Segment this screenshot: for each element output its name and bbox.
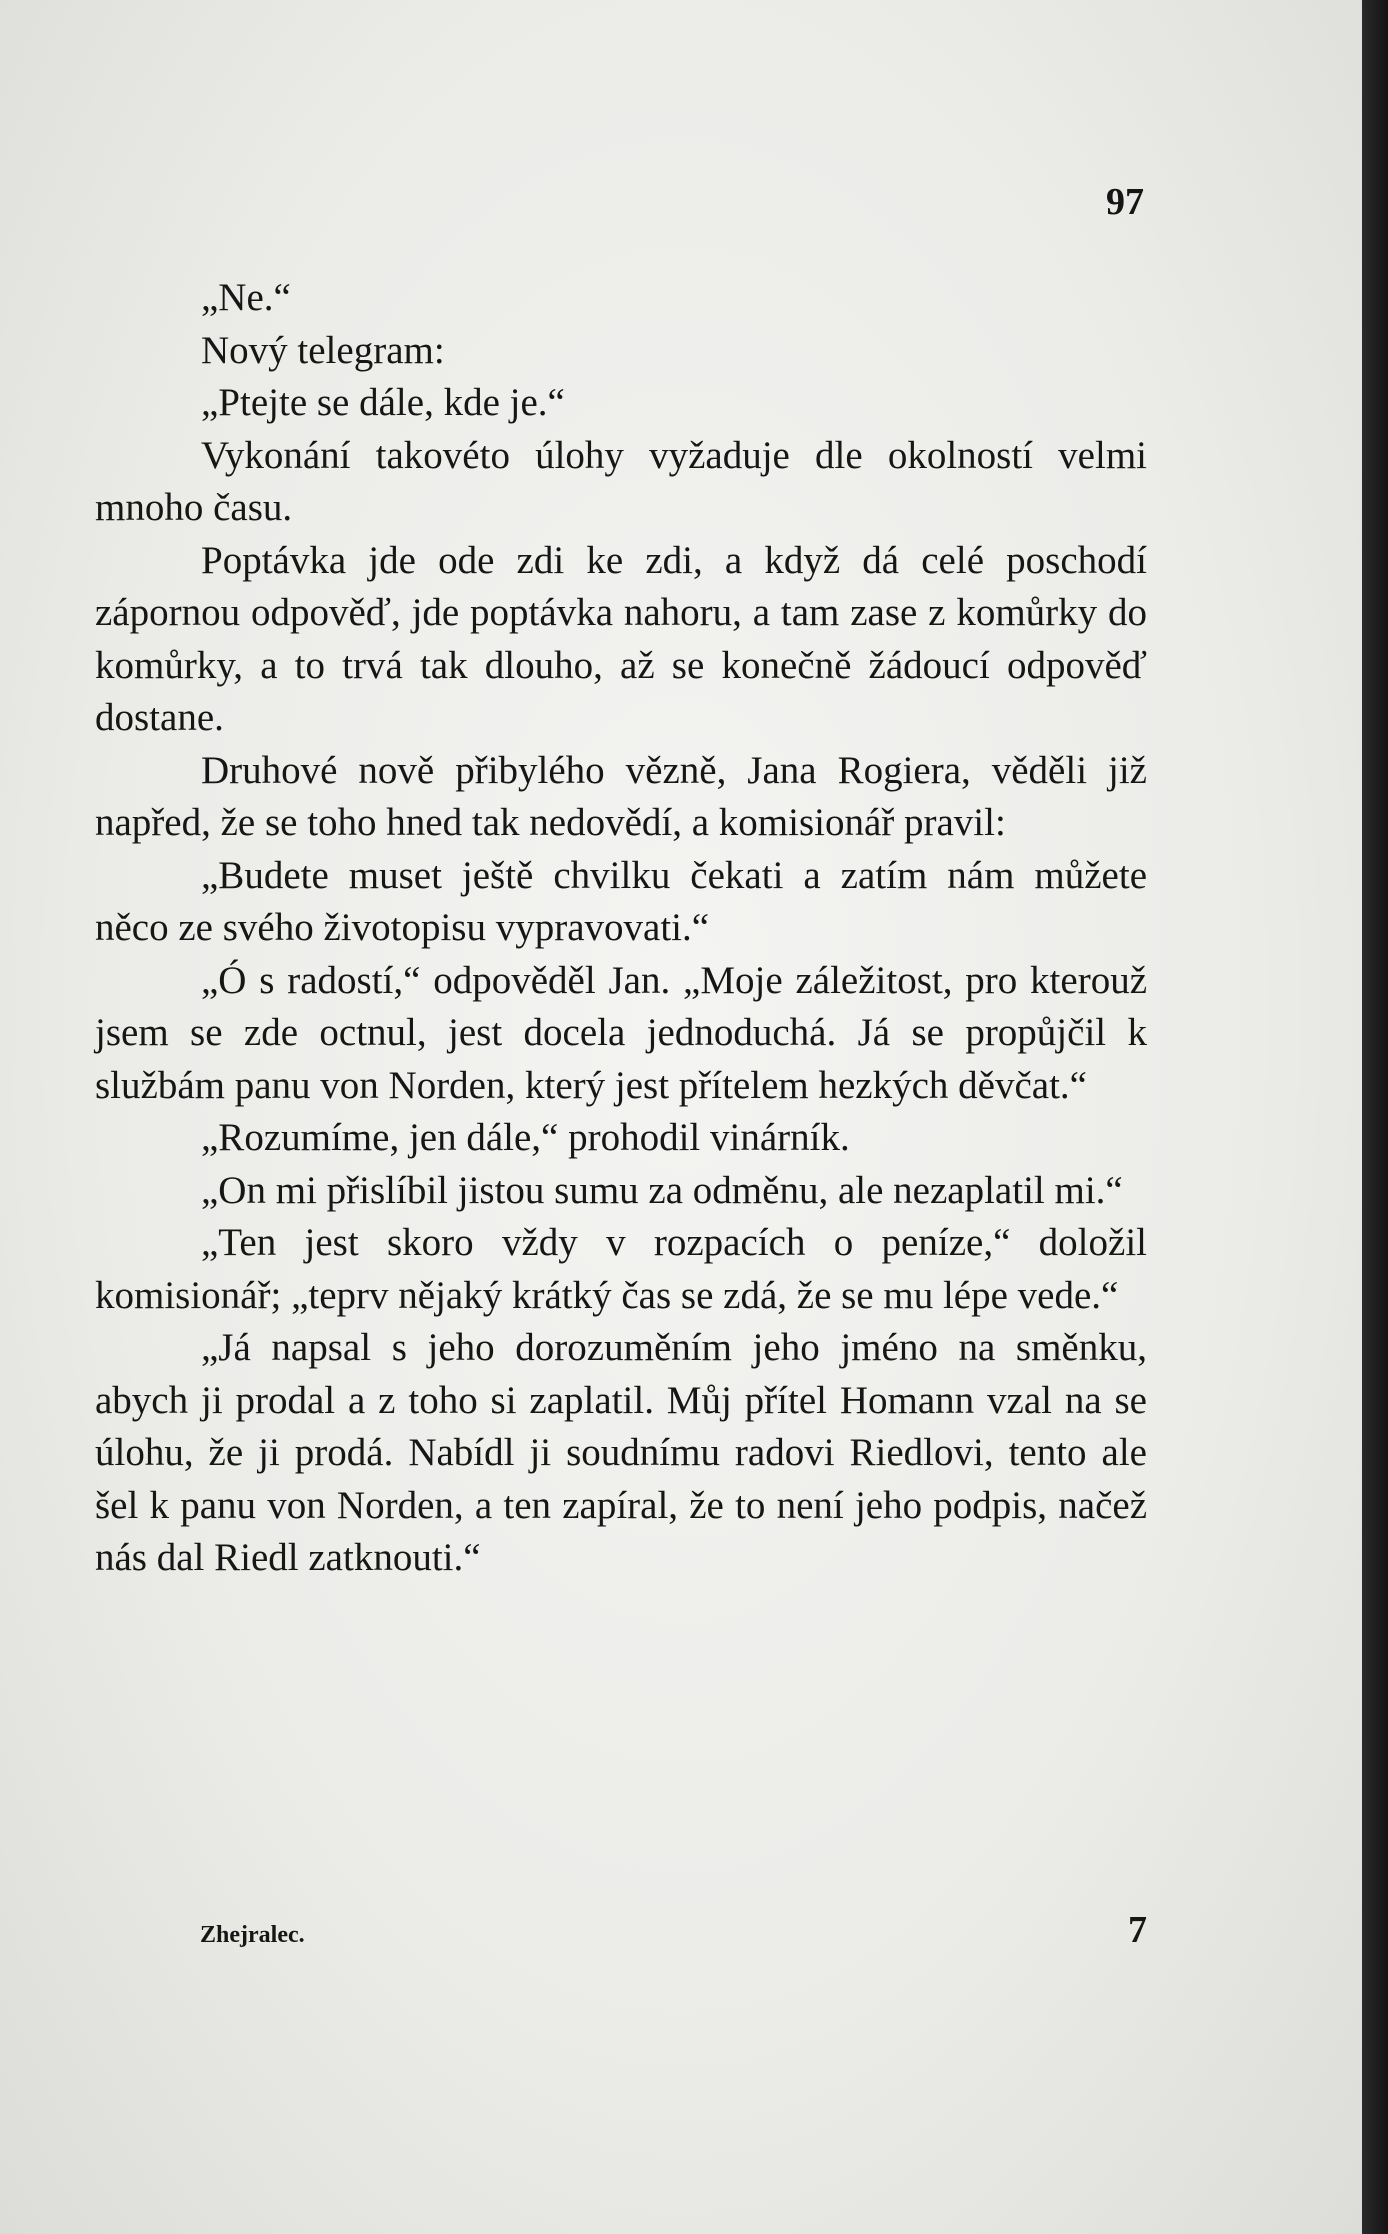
paragraph: Poptávka jde ode zdi ke zdi, a když dá celé poschodí zápornou odpověď, jde poptávka nahoru, a tam zase z komůrky do komůrky, a to trvá tak dlouho, až se konečně žádoucí odpověď dostane. <box>95 538 1147 739</box>
paragraph: „Rozumíme, jen dále,“ prohodil vinárník. <box>201 1116 850 1159</box>
paragraph: „Ne.“ <box>201 276 291 319</box>
page-number: 97 <box>1106 181 1144 223</box>
paragraph: Nový telegram: <box>201 328 445 372</box>
paragraph: „Ó s radostí,“ odpověděl Jan. „Moje záležitost, pro kterouž jsem se zde octnul, jest docela jednoduchá. Já se propůjčil k službám panu von Norden, který jest přítelem hezkých děvčat.“ <box>95 958 1147 1107</box>
body-text <box>95 272 1147 1585</box>
signature-mark: 7 <box>1128 1909 1147 1951</box>
paragraph: „Ptejte se dále, kde je.“ <box>201 381 565 424</box>
paragraph: „Budete muset ještě chvilku čekati a zatím nám můžete něco ze svého životopisu vypravovati.“ <box>95 853 1147 949</box>
paragraph: „Já napsal s jeho dorozuměním jeho jméno na směnku, abych ji prodal a z toho si zaplatil. Můj přítel Homann vzal na se úlohu, že ji prodá. Nabídl ji soudnímu radovi Riedlovi, tento ale šel k panu von Norden, a ten zapíral, že to není jeho podpis, načež nás dal Riedl zatknouti.“ <box>95 1326 1147 1579</box>
signature-name: Zhejralec. <box>200 1922 305 1948</box>
page-footer <box>200 1908 1147 1952</box>
paragraph: Druhové nově přibylého vězně, Jana Rogiera, věděli již napřed, že se toho hned tak nedovědí, a komisionář pravil: <box>95 748 1147 844</box>
paragraph: „Ten jest skoro vždy v rozpacích o peníze,“ doložil komisionář; „teprv nějaký krátký čas se zdá, že se mu lépe vede.“ <box>95 1221 1147 1317</box>
paragraph: Vykonání takovéto úlohy vyžaduje dle okolností velmi mnoho času. <box>95 433 1147 529</box>
paragraph: „On mi přislíbil jistou sumu za odměnu, ale nezaplatil mi.“ <box>201 1168 1123 1212</box>
scan-edge <box>1362 0 1388 2234</box>
